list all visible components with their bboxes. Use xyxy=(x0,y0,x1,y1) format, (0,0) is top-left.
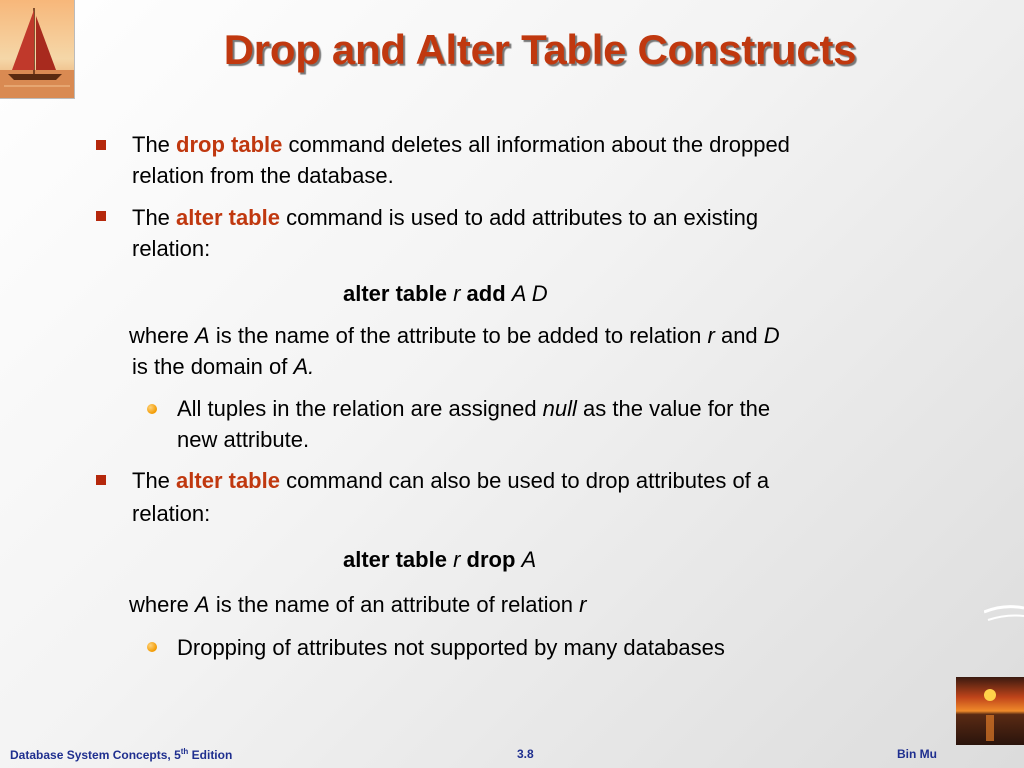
slide-title: Drop and Alter Table Constructs xyxy=(223,26,857,73)
sub-bullet-null-line2: new attribute. xyxy=(177,427,310,452)
bullet-drop-table-line2: relation from the database. xyxy=(132,163,394,188)
round-bullet-icon xyxy=(147,642,157,652)
code-alter-add: alter table r add A D xyxy=(343,281,548,306)
code-alter-drop: alter table r drop A xyxy=(343,547,537,572)
square-bullet-icon xyxy=(96,475,106,485)
sub-bullet-dropping: Dropping of attributes not supported by many databases xyxy=(177,635,725,660)
where-add-line2: is the domain of A. xyxy=(132,354,315,379)
footer-page-number: 3.8 xyxy=(517,747,534,761)
sunset-image xyxy=(956,677,1024,745)
sub-bullet-null: All tuples in the relation are assigned null as the value for the xyxy=(177,396,771,421)
footer-book-title: Database System Concepts, 5th Edition xyxy=(10,747,233,762)
square-bullet-icon xyxy=(96,211,106,221)
where-add-line1: where A is the name of the attribute to be added to relation r and D xyxy=(129,323,780,348)
round-bullet-icon xyxy=(147,404,157,414)
square-bullet-icon xyxy=(96,140,106,150)
footer-author: Bin Mu xyxy=(897,747,937,761)
where-drop: where A is the name of an attribute of relation r xyxy=(129,592,587,617)
bullet-alter-drop: The alter table command can also be used to drop attributes of a xyxy=(132,468,770,493)
bullet-alter-drop-line2: relation: xyxy=(132,501,211,526)
bullet-alter-table-line2: relation: xyxy=(132,236,211,261)
bullet-alter-table: The alter table command is used to add attributes to an existing xyxy=(132,205,759,230)
decorative-swoosh xyxy=(984,600,1024,630)
bullet-drop-table: The drop table command deletes all information about the dropped xyxy=(132,132,790,157)
